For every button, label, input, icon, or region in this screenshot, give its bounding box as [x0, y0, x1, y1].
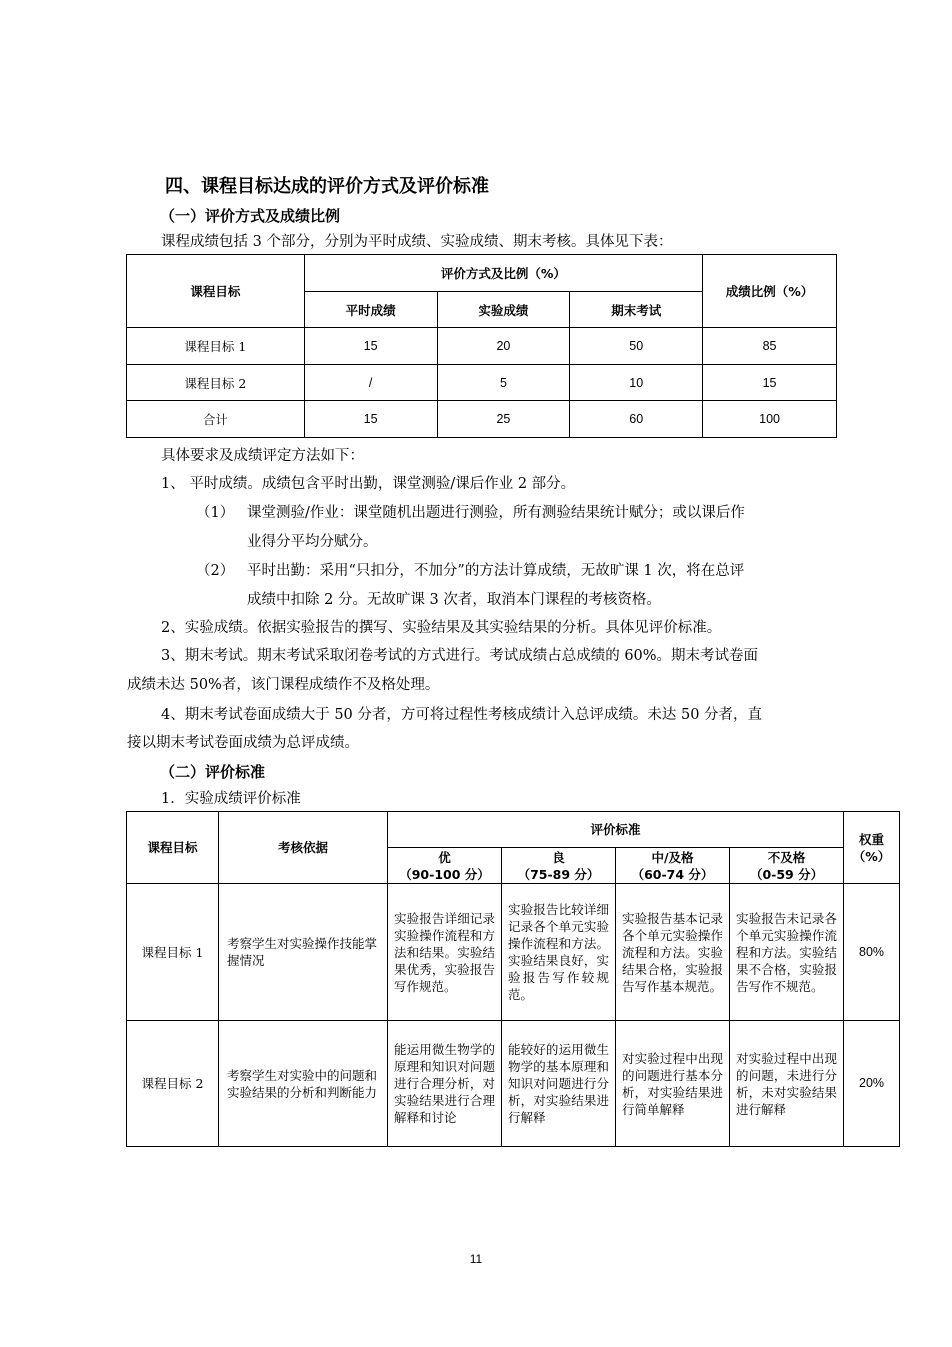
cell-lab: 5 — [437, 365, 570, 401]
grade-name: 中/及格 — [651, 849, 694, 865]
cell-regular: / — [304, 365, 437, 401]
subsection-title-1: （一）评价方式及成绩比例 — [160, 207, 341, 225]
grade-ratio-table — [126, 254, 837, 438]
cell-pass: 实验报告基本记录各个单元实验操作流程和方法。实验结果合格，实验报告写作基本规范。 — [616, 884, 730, 1021]
table-row — [127, 401, 837, 438]
table-row — [127, 1021, 900, 1147]
cell-lab: 25 — [437, 401, 570, 438]
weight-label: 权重 — [859, 831, 885, 847]
cell-final: 60 — [570, 401, 703, 438]
table-row — [127, 328, 837, 365]
page-number: 11 — [469, 1252, 483, 1266]
lab-criteria-table — [126, 811, 900, 1147]
sub-item-text-1a: 课堂测验/作业：课堂随机出题进行测验，所有测验结果统计赋分；或以课后作 — [247, 505, 745, 521]
cell-final: 10 — [570, 365, 703, 401]
grade-name: 优 — [438, 849, 451, 865]
row-label: 合计 — [127, 401, 305, 438]
cell-excellent: 能运用微生物学的原理和知识对问题进行合理分析，对实验结果进行合理解释和讨论 — [388, 1021, 502, 1147]
item-final-exam-b: 成绩未达 50%者，该门课程成绩作不及格处理。 — [127, 677, 440, 693]
cell-regular: 15 — [304, 328, 437, 365]
header-lab: 实验成绩 — [437, 292, 570, 328]
item-lab-grade: 2、实验成绩。依据实验报告的撰写、实验结果及其实验结果的分析。具体见评价标准。 — [161, 620, 722, 636]
header-weight — [844, 812, 900, 884]
header-course-target: 课程目标 — [127, 255, 305, 328]
subsection-title-2: （二）评价标准 — [160, 763, 266, 781]
grade-range: （90-100 分） — [399, 866, 490, 882]
cell-fail: 对实验过程中出现的问题，未进行分析，未对实验结果进行解释 — [730, 1021, 844, 1147]
header-grade-fail — [730, 848, 844, 884]
cell-ratio: 100 — [703, 401, 837, 438]
sub-item-text-2b: 成绩中扣除 2 分。无故旷课 3 次者，取消本门课程的考核资格。 — [247, 592, 661, 608]
cell-weight: 80% — [844, 884, 900, 1021]
header-basis: 考核依据 — [219, 812, 388, 884]
intro-paragraph: 课程成绩包括 3 个部分，分别为平时成绩、实验成绩、期末考核。具体见下表： — [161, 234, 673, 250]
table-row — [127, 884, 900, 1021]
grade-name: 不及格 — [767, 849, 806, 865]
requirements-intro: 具体要求及成绩评定方法如下： — [161, 448, 364, 464]
cell-pass: 对实验过程中出现的问题进行基本分析，对实验结果进行简单解释 — [616, 1021, 730, 1147]
row-label: 课程目标 1 — [127, 328, 305, 365]
row-label: 课程目标 2 — [127, 1021, 219, 1147]
section-heading: 四、课程目标达成的评价方式及评价标准 — [165, 176, 489, 197]
grade-range: （60-74 分） — [631, 866, 714, 882]
grade-range: （0-59 分） — [749, 866, 824, 882]
header-grade-pass — [616, 848, 730, 884]
header-criteria: 评价标准 — [388, 812, 844, 848]
cell-basis: 考察学生对实验中的问题和实验结果的分析和判断能力 — [219, 1021, 388, 1147]
item-final-exam-a: 3、期末考试。期末考试采取闭卷考试的方式进行。考试成绩占总成绩的 60%。期末考试卷面 — [161, 648, 759, 664]
cell-final: 50 — [570, 328, 703, 365]
cell-lab: 20 — [437, 328, 570, 365]
cell-weight: 20% — [844, 1021, 900, 1147]
sub-item-number-1: （1） — [196, 505, 235, 521]
weight-unit: （%） — [852, 848, 891, 864]
header-course-target: 课程目标 — [127, 812, 219, 884]
table-row — [127, 365, 837, 401]
header-final: 期末考试 — [570, 292, 703, 328]
item-exam-rule-b: 接以期末考试卷面成绩为总评成绩。 — [127, 735, 359, 751]
cell-excellent: 实验报告详细记录实验操作流程和方法和结果。实验结果优秀，实验报告写作规范。 — [388, 884, 502, 1021]
header-regular: 平时成绩 — [304, 292, 437, 328]
item-exam-rule-a: 4、期末考试卷面成绩大于 50 分者，方可将过程性考核成绩计入总评成绩。未达 50 分者，直 — [161, 707, 763, 723]
cell-basis: 考察学生对实验操作技能掌握情况 — [219, 884, 388, 1021]
lab-criteria-subtitle: 1．实验成绩评价标准 — [161, 791, 301, 807]
cell-regular: 15 — [304, 401, 437, 438]
grade-name: 良 — [552, 849, 565, 865]
row-label: 课程目标 2 — [127, 365, 305, 401]
grade-range: （75-89 分） — [517, 866, 600, 882]
cell-good: 能较好的运用微生物学的基本原理和知识对问题进行分析，对实验结果进行解释 — [502, 1021, 616, 1147]
header-eval-method: 评价方式及比例（%） — [304, 255, 702, 292]
row-label: 课程目标 1 — [127, 884, 219, 1021]
cell-good: 实验报告比较详细记录各个单元实验操作流程和方法。实验结果良好，实验报告写作较规范。 — [502, 884, 616, 1021]
sub-item-text-1b: 业得分平均分赋分。 — [247, 534, 378, 550]
sub-item-number-2: （2） — [196, 563, 235, 579]
cell-fail: 实验报告未记录各个单元实验操作流程和方法。实验结果不合格，实验报告写作不规范。 — [730, 884, 844, 1021]
sub-item-text-2a: 平时出勤：采用“只扣分，不加分”的方法计算成绩，无故旷课 1 次，将在总评 — [247, 563, 745, 579]
header-grade-excellent — [388, 848, 502, 884]
cell-ratio: 15 — [703, 365, 837, 401]
cell-ratio: 85 — [703, 328, 837, 365]
header-grade-ratio: 成绩比例（%） — [703, 255, 837, 328]
item-regular-grade: 1、 平时成绩。成绩包含平时出勤，课堂测验/课后作业 2 部分。 — [161, 476, 576, 492]
header-grade-good — [502, 848, 616, 884]
